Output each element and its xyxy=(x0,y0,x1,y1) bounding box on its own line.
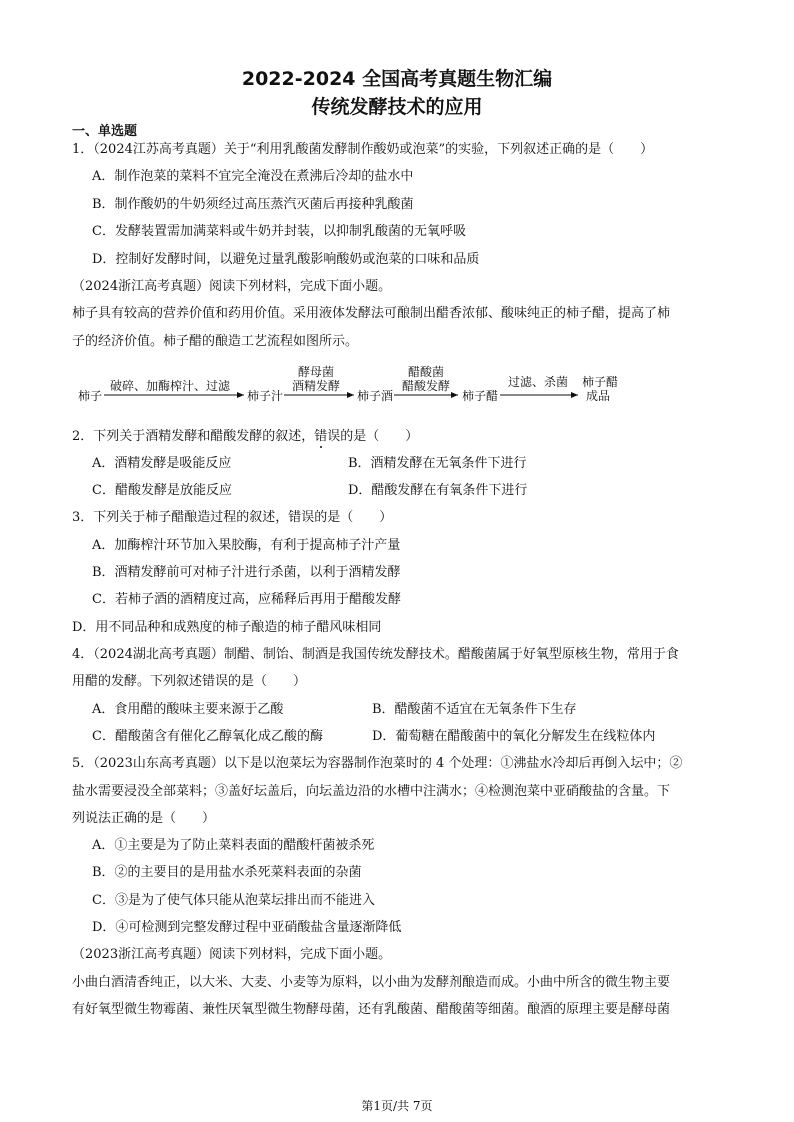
flow-step-acetic-bacteria: 醋酸菌 xyxy=(408,365,445,379)
q3-option-b: B．酒精发酵前可对柿子汁进行杀菌，以利于酒精发酵 xyxy=(92,565,401,580)
doc-title-line1: 2022-2024 全国高考真题生物汇编 xyxy=(241,68,553,90)
q3-option-d: D．用不同品种和成熟度的柿子酿造的柿子醋风味相同 xyxy=(72,620,382,635)
flow-step-crush: 破碎、加酶榨汁、过滤 xyxy=(110,379,231,393)
flow-node-wine: 柿子酒 xyxy=(357,389,394,403)
flow-node-product-line1: 柿子醋 xyxy=(582,375,619,389)
material2-line1: 小曲白酒清香纯正，以大米、大麦、小麦等为原料，以小曲为发酵剂酿造而成。小曲中所含的微生物主要 xyxy=(72,975,671,990)
q4-stem-line1: 4．（2024湖北高考真题）制醋、制饴、制酒是我国传统发酵技术。醋酸菌属于好氧型原核生物，常用于食 xyxy=(72,647,679,662)
doc-title-line2: 传统发酵技术的应用 xyxy=(311,96,483,118)
q1-option-c: C．发酵装置需加满菜料或牛奶并封装，以抑制乳酸菌的无氧呼吸 xyxy=(92,224,466,239)
q4-option-d: D．葡萄糖在醋酸菌中的氧化分解发生在线粒体内 xyxy=(372,729,656,744)
q5-stem-line2: 盐水需要浸没全部菜料；③盖好坛盖后，向坛盖边沿的水槽中注满水；④检测泡菜中亚硝酸盐的含量。下 xyxy=(72,784,671,799)
q2-option-d: D．醋酸发酵在有氧条件下进行 xyxy=(348,483,528,498)
q5-stem-line3: 列说法正确的是（ ） xyxy=(72,811,216,826)
q4-stem-line2: 用醋的发酵。下列叙述错误的是（ ） xyxy=(72,674,307,689)
persimmon-vinegar-flowchart xyxy=(78,362,638,406)
q5-stem-line1: 5．（2023山东高考真题）以下是以泡菜坛为容器制作泡菜时的 4 个处理：①沸盐水冷却后再倒入坛中；② xyxy=(72,756,683,771)
q5-option-a: A．①主要是为了防止菜料表面的醋酸杆菌被杀死 xyxy=(92,838,375,853)
material2-line2: 有好氧型微生物霉菌、兼性厌氧型微生物酵母菌，还有乳酸菌、醋酸菌等细菌。酿酒的原理主要是酵母菌 xyxy=(72,1002,671,1017)
q5-option-b: B．②的主要目的是用盐水杀死菜料表面的杂菌 xyxy=(92,865,362,880)
q1-option-b: B．制作酸奶的牛奶须经过高压蒸汽灭菌后再接种乳酸菌 xyxy=(92,197,414,212)
flow-node-juice: 柿子汁 xyxy=(247,389,284,403)
q4-option-a: A．食用醋的酸味主要来源于乙酸 xyxy=(92,702,284,717)
q2-option-a: A．酒精发酵是吸能反应 xyxy=(92,456,232,471)
flow-step-filter-sterilize: 过滤、杀菌 xyxy=(508,375,569,389)
q1-stem: 1．（2024江苏高考真题）关于“利用乳酸菌发酵制作酸奶或泡菜”的实验，下列叙述正确的是（ ） xyxy=(72,142,654,157)
flow-step-acetic-fermentation: 醋酸发酵 xyxy=(402,379,451,393)
material1-line1: 柿子具有较高的营养价值和药用价值。采用液体发酵法可酿制出醋香浓郁、酸味纯正的柿子醋，提高了柿 xyxy=(72,306,671,321)
q2-stem-emphasis: 错 xyxy=(314,429,328,444)
material2-intro: （2023浙江高考真题）阅读下列材料，完成下面小题。 xyxy=(72,947,392,962)
q3-option-c: C．若柿子酒的酒精度过高，应稀释后再用于醋酸发酵 xyxy=(92,592,401,607)
flow-step-alcohol-fermentation: 酒精发酵 xyxy=(292,379,341,393)
q3-option-a: A．加酶榨汁环节加入果胶酶，有利于提高柿子汁产量 xyxy=(92,538,401,553)
q2-stem-part1: 2．下列关于酒精发酵和醋酸发酵的叙述， xyxy=(72,429,315,444)
flow-node-persimmon: 柿子 xyxy=(78,389,103,403)
q4-option-b: B．醋酸菌不适宜在无氧条件下生存 xyxy=(372,702,577,717)
q2-option-c: C．醋酸发酵是放能反应 xyxy=(92,483,232,498)
flow-step-yeast: 酵母菌 xyxy=(298,365,335,379)
q5-option-d: D．④可检测到完整发酵过程中亚硝酸盐含量逐渐降低 xyxy=(92,920,402,935)
material1-line2: 子的经济价值。柿子醋的酿造工艺流程如图所示。 xyxy=(72,334,359,349)
flow-node-product-line2: 成品 xyxy=(586,389,611,403)
q2-option-b: B．酒精发酵在无氧条件下进行 xyxy=(348,456,527,471)
q2-stem-part2: 误的是（ ） xyxy=(327,429,419,444)
section-heading: 一、单选题 xyxy=(72,124,138,139)
page-number-footer: 第1页/共 7页 xyxy=(361,1099,433,1113)
flow-node-vinegar: 柿子醋 xyxy=(462,389,499,403)
q2-stem xyxy=(72,428,418,446)
material1-intro: （2024浙江高考真题）阅读下列材料，完成下面小题。 xyxy=(72,279,392,294)
q1-option-a: A．制作泡菜的菜料不宜完全淹没在煮沸后冷却的盐水中 xyxy=(92,169,414,184)
q5-option-c: C．③是为了使气体只能从泡菜坛排出而不能进入 xyxy=(92,893,375,908)
q3-stem: 3．下列关于柿子醋酿造过程的叙述，错误的是（ ） xyxy=(72,510,393,525)
q4-option-c: C．醋酸菌含有催化乙醇氧化成乙酸的酶 xyxy=(92,729,323,744)
q1-option-d: D．控制好发酵时间，以避免过量乳酸影响酸奶或泡菜的口味和品质 xyxy=(92,252,480,267)
